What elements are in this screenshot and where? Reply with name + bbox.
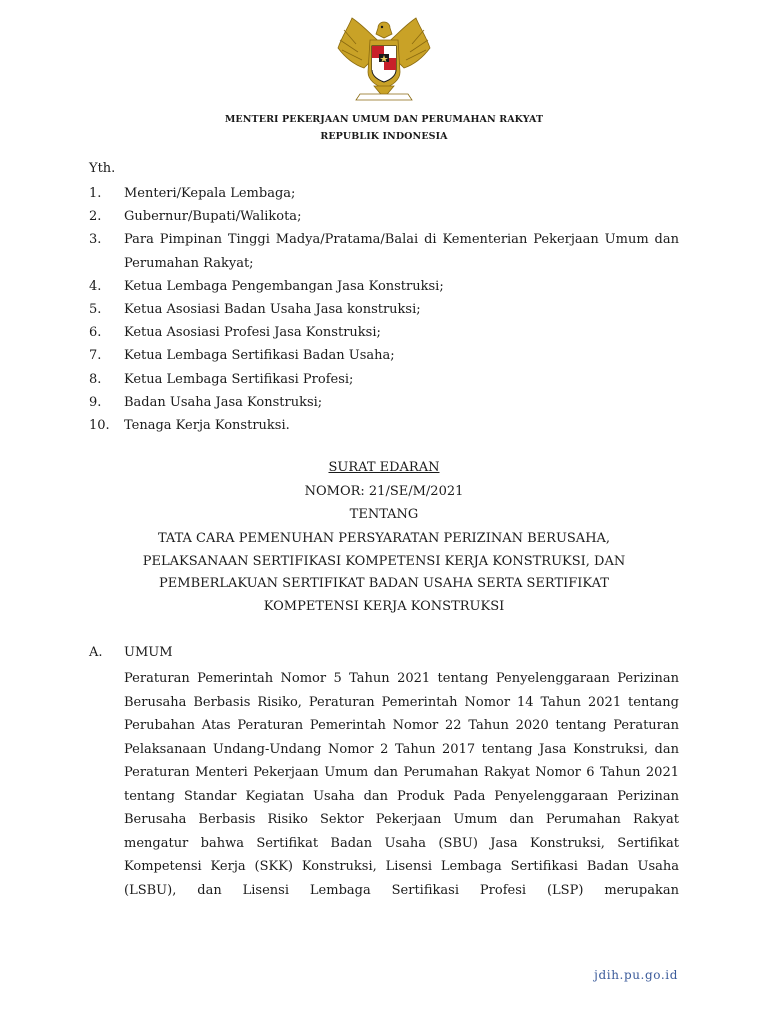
list-item <box>89 275 679 298</box>
list-item <box>89 344 679 367</box>
list-number: 10. <box>89 418 110 434</box>
list-text: Ketua Asosiasi Badan Usaha Jasa konstruksi; <box>124 302 421 318</box>
greeting: Yth. <box>89 161 116 176</box>
section-paragraph: Peraturan Pemerintah Nomor 5 Tahun 2021 tentang Penyelenggaraan Perizinan Berusaha Berbasis Risiko, Peraturan Pemerintah Nomor 14 Tahun 2021 tentang Perubahan Atas Peraturan Pemerintah Nomor 22 Tahun 2020 tentang Peraturan Pelaksanaan Undang-Undang Nomor 2 Tahun 2017 tentang Jasa Konstruksi, dan Peraturan Menteri Pekerjaan Umum dan Perumahan Rakyat Nomor 6 Tahun 2021 tentang Standar Kegiatan Usaha dan Produk Pada Penyelenggaraan Perizinan Berusaha Berbasis Risiko Sektor Pekerjaan Umum dan Perumahan Rakyat mengatur bahwa Sertifikat Badan Usaha (SBU) Jasa Konstruksi, Sertifikat Kompetensi Kerja (SKK) Konstruksi, Lisensi Lembaga Sertifikasi Badan Usaha (LSBU), dan Lisensi Lembaga Sertifikasi Profesi (LSP) merupakan <box>124 671 679 898</box>
ministry-title: MENTERI PEKERJAAN UMUM DAN PERUMAHAN RAKYAT <box>224 114 544 125</box>
list-number: 3. <box>89 232 102 248</box>
subject-line: KOMPETENSI KERJA KONSTRUKSI <box>263 598 505 614</box>
list-item <box>89 205 679 228</box>
list-number: 1. <box>89 186 102 201</box>
list-text: Gubernur/Bupati/Walikota; <box>124 209 302 225</box>
list-number: 4. <box>89 278 102 294</box>
list-text: Ketua Asosiasi Profesi Jasa Konstruksi; <box>124 325 381 341</box>
list-text: Ketua Lembaga Sertifikasi Badan Usaha; <box>124 348 395 364</box>
list-text: Badan Usaha Jasa Konstruksi; <box>124 394 323 410</box>
list-item <box>89 298 679 321</box>
recipient-list <box>89 182 679 437</box>
subject-line: TATA CARA PEMENUHAN PERSYARATAN PERIZINAN BERUSAHA, <box>157 531 611 546</box>
list-item <box>89 321 679 344</box>
circular-about: TENTANG <box>349 507 419 522</box>
subject-line: PELAKSANAAN SERTIFIKASI KOMPETENSI KERJA KONSTRUKSI, DAN <box>142 553 626 569</box>
section-number: A. <box>89 645 103 660</box>
list-number: 8. <box>89 371 102 387</box>
list-item <box>89 391 679 414</box>
garuda-emblem-icon <box>334 14 434 106</box>
section-title: UMUM <box>124 645 173 660</box>
list-number: 5. <box>89 302 102 318</box>
list-number: 2. <box>89 209 102 225</box>
list-text: Ketua Lembaga Sertifikasi Profesi; <box>124 371 354 387</box>
list-number: 7. <box>89 348 102 364</box>
list-text: Menteri/Kepala Lembaga; <box>124 186 296 201</box>
list-number: 6. <box>89 325 102 341</box>
list-item <box>89 228 679 274</box>
list-item <box>89 414 679 437</box>
list-item <box>89 368 679 391</box>
list-number: 9. <box>89 394 102 410</box>
circular-title: SURAT EDARAN <box>328 460 440 475</box>
subject-line: PEMBERLAKUAN SERTIFIKAT BADAN USAHA SERTA SERTIFIKAT <box>159 576 609 591</box>
footer-link[interactable]: jdih.pu.go.id <box>594 968 678 982</box>
circular-subject <box>89 528 679 618</box>
list-text: Ketua Lembaga Pengembangan Jasa Konstruksi; <box>124 278 444 294</box>
list-text: Tenaga Kerja Konstruksi. <box>124 418 290 434</box>
country-title: REPUBLIK INDONESIA <box>320 131 448 142</box>
circular-number: NOMOR: 21/SE/M/2021 <box>304 484 464 499</box>
list-text: Para Pimpinan Tinggi Madya/Pratama/Balai di Kementerian Pekerjaan Umum dan Perumahan Rakyat; <box>124 232 679 271</box>
list-item <box>89 182 679 205</box>
